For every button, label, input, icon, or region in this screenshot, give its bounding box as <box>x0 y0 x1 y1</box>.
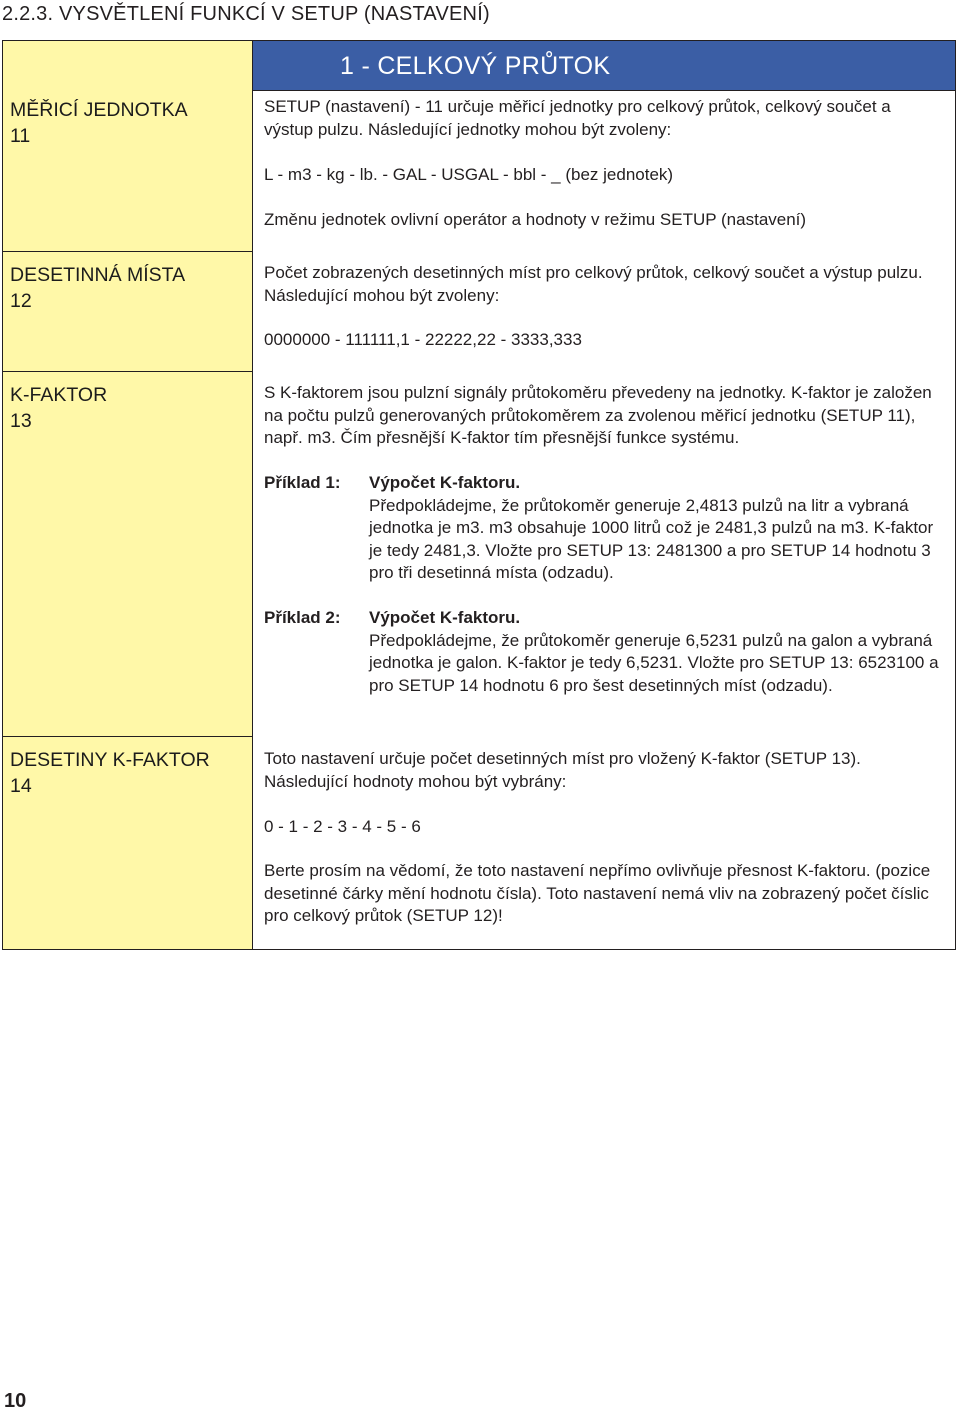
label-desetinna-mista <box>10 262 185 314</box>
label-merici-jednotka <box>10 97 188 149</box>
row-label: MĚŘICÍ JEDNOTKA <box>10 99 188 121</box>
example-body <box>369 607 949 697</box>
paragraph: 0 - 1 - 2 - 3 - 4 - 5 - 6 <box>264 817 421 836</box>
row-number: 12 <box>10 290 32 312</box>
row-number: 13 <box>10 410 32 432</box>
section-title: 2.2.3. VYSVĚTLENÍ FUNKCÍ V SETUP (NASTAVENÍ) <box>2 3 490 25</box>
example-heading: Výpočet K-faktoru. <box>369 473 521 492</box>
example-label: Příklad 2: <box>264 608 341 627</box>
paragraph: 0000000 - 111111,1 - 22222,22 - 3333,333 <box>264 330 582 349</box>
header-bar <box>253 41 955 91</box>
paragraph: L - m3 - kg - lb. - GAL - USGAL - bbl - _ (bez jednotek) <box>264 165 674 184</box>
example-label: Příklad 1: <box>264 473 341 492</box>
example-text: Předpokládejme, že průtokoměr generuje 6,5231 pulzů na galon a vybraná jednotka je galon. K-faktor je tedy 6,5231. Vložte pro SETUP 13: 6523100 a pro SETUP 14 hodnotu 6 pro šest desetinných míst (odzadu). <box>369 630 939 695</box>
page-number: 10 <box>4 1390 27 1412</box>
paragraph: Počet zobrazených desetinných míst pro celkový průtok, celkový součet a výstup pulzu. Následující mohou být zvoleny: <box>264 263 923 305</box>
label-column <box>3 41 253 949</box>
example-heading: Výpočet K-faktoru. <box>369 608 521 627</box>
example-body <box>369 472 949 585</box>
paragraph: Berte prosím na vědomí, že toto nastavení nepřímo ovlivňuje přesnost K-faktoru. (pozice desetinné čárky mění hodnotu čísla). Toto nastavení nemá vliv na zobrazený počet číslic pro celkový průtok (SETUP 12)! <box>264 861 931 925</box>
example-text: Předpokládejme, že průtokoměr generuje 2,4813 pulzů na litr a vybraná jednotka je m3. m3 obsahuje 1000 litrů což je 2481,3 pulzů na m3. K-faktor je tedy 2481,3. Vložte pro SETUP 13: 2481300 a pro SETUP 14 hodnotu 3 pro tři desetinná místa (odzadu). <box>369 495 934 582</box>
row-number: 11 <box>10 125 31 147</box>
row-number: 14 <box>10 775 32 797</box>
description-column <box>253 41 955 949</box>
row-label: DESETINY K-FAKTOR <box>10 749 210 771</box>
paragraph: S K-faktorem jsou pulzní signály průtokoměru převedeny na jednotky. K-faktor je založen na počtu pulzů generovaných průtokoměrem za zvolenou měřicí jednotku (SETUP 11), např. m3. Čím přesnější K-faktor tím přesnější funkce systému. <box>264 383 932 447</box>
row-label: DESETINNÁ MÍSTA <box>10 264 186 286</box>
label-desetiny-k-faktor <box>10 747 210 799</box>
setup-table <box>2 40 956 950</box>
paragraph: SETUP (nastavení) - 11 určuje měřicí jednotky pro celkový průtok, celkový součet a výstup pulzu. Následující jednotky mohou být zvoleny: <box>264 97 891 139</box>
header-title: 1 - CELKOVÝ PRŮTOK <box>340 52 611 80</box>
row-label: K-FAKTOR <box>10 384 108 406</box>
label-k-faktor <box>10 382 107 434</box>
paragraph: Toto nastavení určuje počet desetinných míst pro vložený K-faktor (SETUP 13). Následující hodnoty mohou být vybrány: <box>264 749 861 791</box>
paragraph: Změnu jednotek ovlivní operátor a hodnoty v režimu SETUP (nastavení) <box>264 210 807 229</box>
